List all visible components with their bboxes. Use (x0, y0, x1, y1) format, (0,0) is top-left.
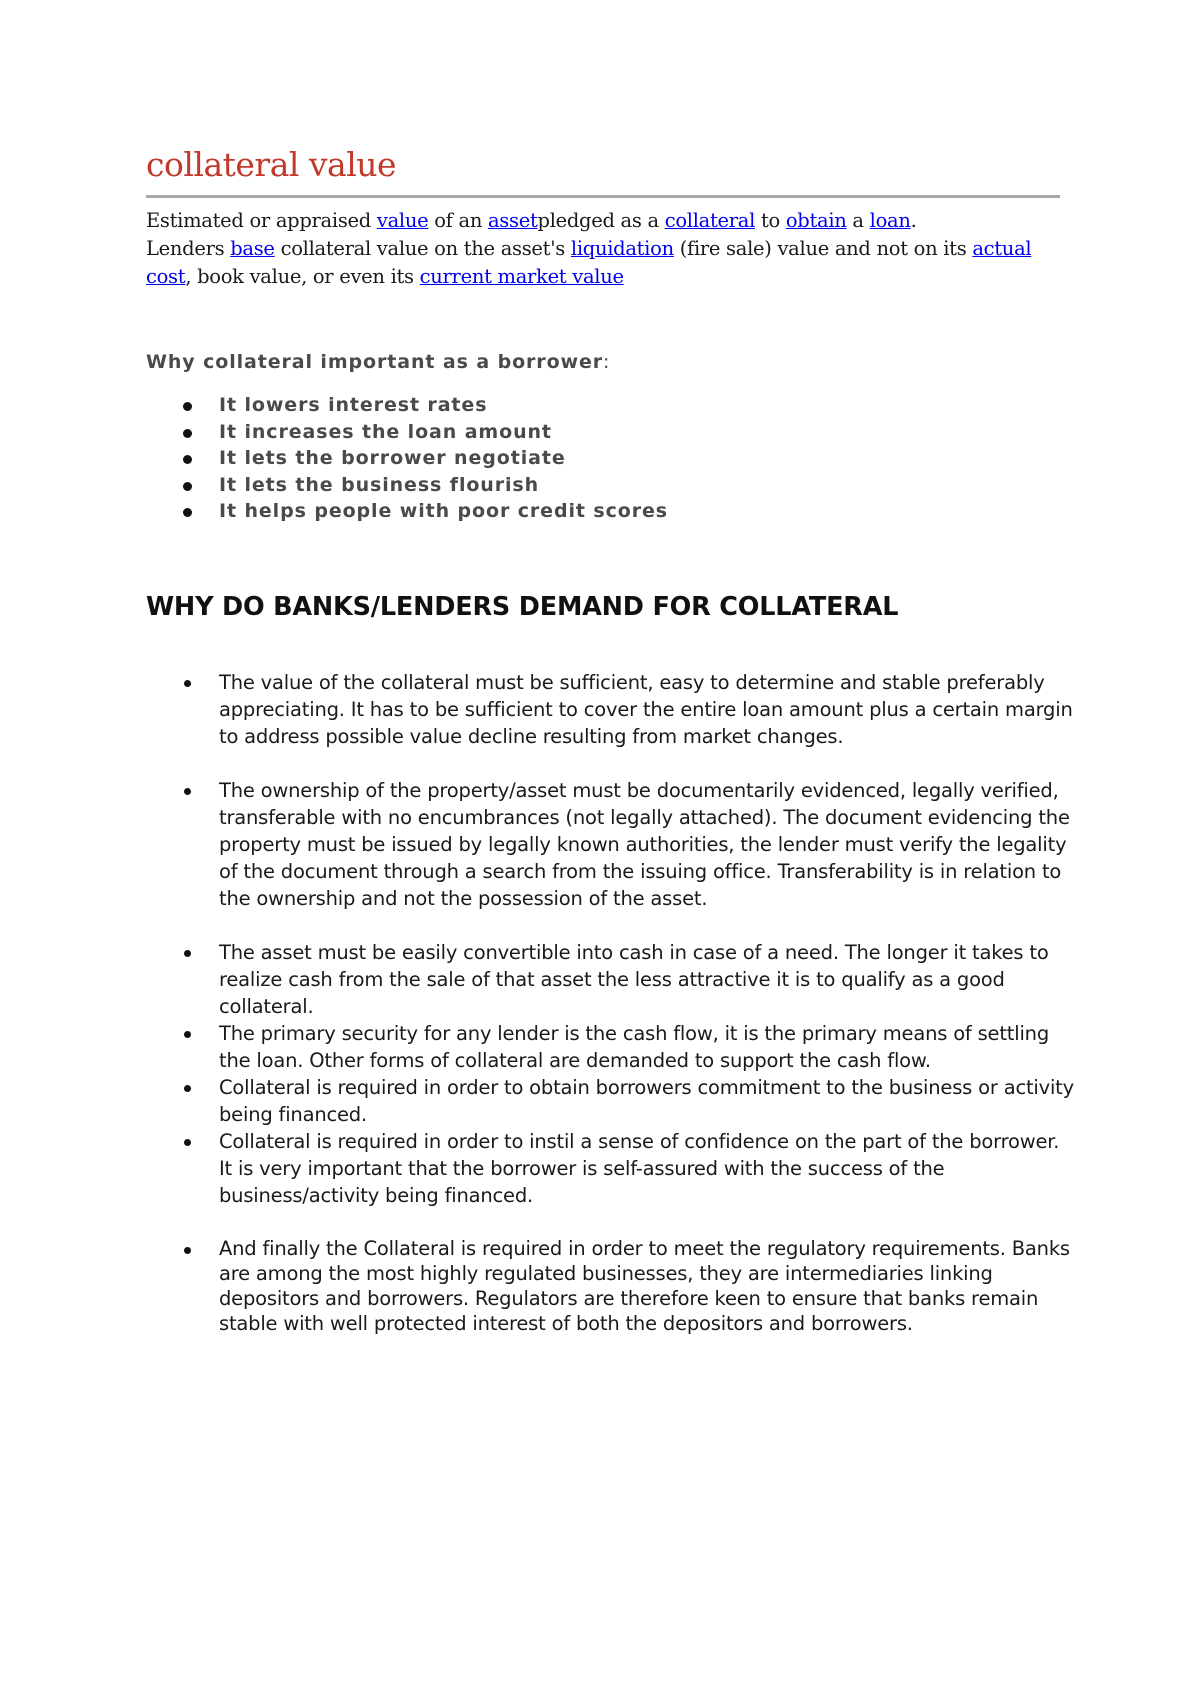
title-divider (146, 195, 1060, 198)
list-item-text: It lowers interest rates (219, 394, 488, 416)
link-actual-cost[interactable]: actual cost (146, 237, 1032, 288)
list-item-text: The primary security for any lender is the cash flow, it is the primary means of settling the loan. Other forms of collateral are demanded to support the cash flow. (219, 1022, 1050, 1072)
page-title: collateral value (146, 145, 397, 184)
link-collateral[interactable]: collateral (664, 209, 756, 232)
bullet-icon (184, 788, 191, 795)
definition-text: (fire sale) value and not on its (673, 237, 973, 260)
definition-text: Estimated or appraised (146, 209, 377, 232)
definition-line-1 (146, 207, 1066, 235)
bullet-icon (183, 508, 192, 517)
bullet-icon (184, 950, 191, 957)
definition-text: . (910, 209, 917, 232)
list-item-text: The ownership of the property/asset must be documentarily evidenced, legally verified, transferable with no encumbrances (not legally attached). The document evidencing the property must be issued by legally known authorities, the lender must verify the legality of the document through a search from the issuing office. Transferability is in relation to the ownership and not the possession of the asset. (219, 779, 1070, 910)
bullet-icon (184, 1139, 191, 1146)
list-item-text: It lets the business flourish (219, 473, 540, 496)
bullet-icon (184, 680, 191, 687)
list-item-text: It helps people with poor credit scores (219, 500, 668, 522)
definition-text: of an (428, 209, 488, 232)
definition-text: , book value, or even its (185, 265, 420, 288)
link-loan[interactable]: loan (869, 209, 911, 232)
list-item (146, 419, 668, 446)
bullet-icon (183, 455, 192, 464)
borrower-benefits-heading-text: Why collateral important as a borrower (146, 351, 604, 373)
list-item-text: The asset must be easily convertible into cash in case of a need. The longer it takes to realize cash from the sale of that asset the less attractive it is to qualify as a good collateral. (219, 941, 1049, 1018)
list-item (146, 392, 668, 419)
borrower-benefits-list (146, 392, 668, 525)
list-item-text: It lets the borrower negotiate (219, 447, 566, 469)
lender-reasons-list (146, 669, 1076, 1336)
list-item (146, 777, 1076, 912)
heading-colon: : (603, 351, 611, 373)
list-item (146, 1020, 1076, 1074)
list-item-text: It increases the loan amount (219, 420, 552, 443)
link-liquidation[interactable]: liquidation (570, 237, 674, 260)
list-item (146, 1236, 1076, 1336)
borrower-benefits-heading (146, 351, 610, 373)
definition-text: collateral value on the asset's (274, 237, 571, 260)
list-item (146, 1128, 1076, 1209)
definition-text: a (846, 209, 870, 232)
definition-line-2 (146, 235, 1066, 291)
bullet-icon (184, 1247, 191, 1254)
definition-text: Lenders (146, 237, 231, 260)
list-item (146, 669, 1076, 750)
list-item-text: Collateral is required in order to obtain borrowers commitment to the business or activity being financed. (219, 1076, 1074, 1126)
list-item (146, 498, 668, 525)
list-item (146, 939, 1076, 1020)
link-asset[interactable]: asset (487, 209, 538, 232)
bullet-icon (184, 1085, 191, 1092)
list-item-text: And finally the Collateral is required in order to meet the regulatory requirements. Banks are among the most highly regulated businesses, they are intermediaries linking depositors and borrowers. Regulators are therefore keen to ensure that banks remain stable with well protected interest of both the depositors and borrowers. (219, 1237, 1070, 1335)
definition-text: pledged as a (537, 209, 665, 232)
definition-text: to (755, 209, 786, 232)
list-item-text: The value of the collateral must be sufficient, easy to determine and stable preferably appreciating. It has to be sufficient to cover the entire loan amount plus a certain margin to address possible value decline resulting from market changes. (219, 671, 1073, 748)
bullet-icon (183, 402, 192, 411)
bullet-icon (183, 429, 192, 438)
list-item (146, 472, 668, 499)
bullet-icon (184, 1031, 191, 1038)
link-value[interactable]: value (376, 209, 429, 232)
list-item-text: Collateral is required in order to instil a sense of confidence on the part of the borrower. It is very important that the borrower is self-assured with the success of the business/activity being financed. (219, 1130, 1060, 1207)
link-obtain[interactable]: obtain (785, 209, 847, 232)
list-item (146, 445, 668, 472)
section-heading: WHY DO BANKS/LENDERS DEMAND FOR COLLATERAL (146, 592, 899, 622)
list-item (146, 1074, 1076, 1128)
link-base[interactable]: base (230, 237, 275, 260)
definition-paragraph (146, 207, 1066, 291)
link-current-market-value[interactable]: current market value (419, 265, 624, 288)
bullet-icon (183, 482, 192, 491)
